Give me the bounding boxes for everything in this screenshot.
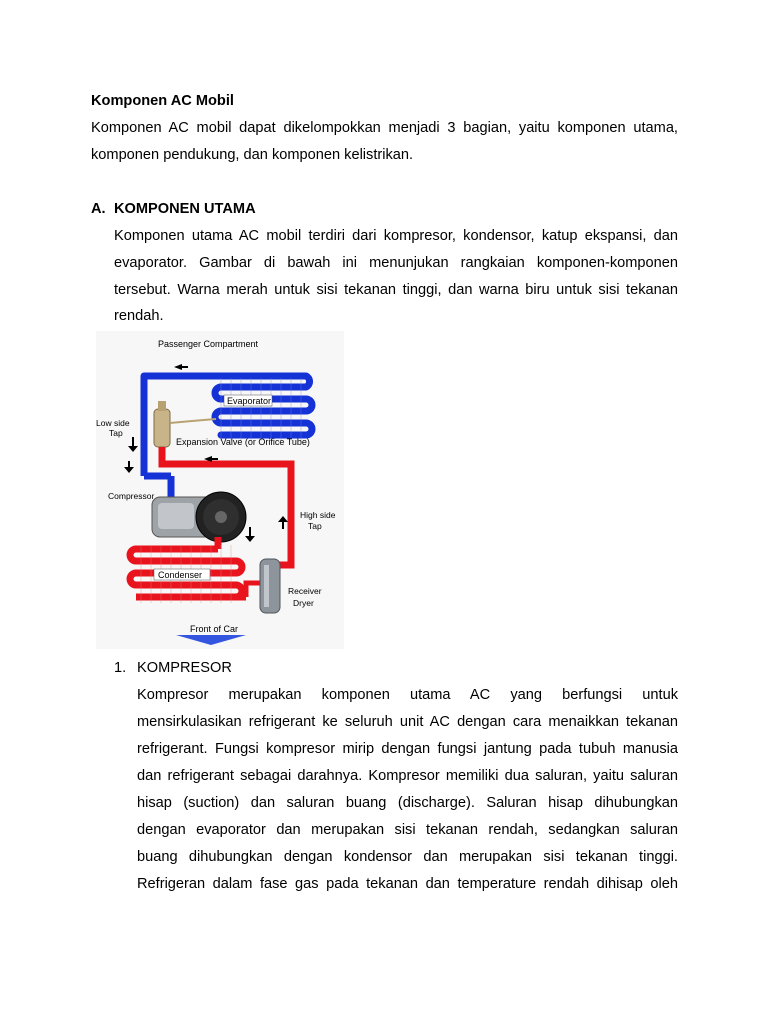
item-1-line-4: dan refrigerant sebagai darahnya. Kompresor memiliki dua saluran, yaitu saluran — [137, 768, 678, 784]
item-1-heading: KOMPRESOR — [137, 660, 232, 676]
item-1-number: 1. — [114, 660, 127, 676]
section-a-line-2: evaporator. Gambar di bawah ini menunjukan rangkaian komponen-komponen — [114, 255, 678, 271]
intro-line-1: Komponen AC mobil dapat dikelompokkan menjadi 3 bagian, yaitu komponen utama, — [91, 120, 678, 136]
passenger-compartment-label: Passenger Compartment — [158, 339, 259, 349]
receiver-dryer-label-1: Receiver — [288, 586, 322, 596]
section-a-marker: A. — [91, 201, 106, 217]
ac-system-diagram — [96, 331, 344, 649]
front-of-car-label: Front of Car — [190, 624, 239, 634]
compressor — [152, 492, 246, 542]
section-a-line-1: Komponen utama AC mobil terdiri dari kompresor, kondensor, katup ekspansi, dan — [114, 228, 678, 244]
intro-line-2: komponen pendukung, dan komponen kelistrikan. — [91, 147, 414, 163]
low-side-tap-label-2: Tap — [109, 428, 123, 438]
low-side-tap-label-1: Low side — [96, 418, 130, 428]
evaporator-label: Evaporator — [227, 396, 272, 406]
item-1-line-1: Kompresor merupakan komponen utama AC yang berfungsi untuk — [137, 687, 678, 703]
receiver-dryer — [260, 559, 280, 613]
section-a-line-3: tersebut. Warna merah untuk sisi tekanan tinggi, dan warna biru untuk sisi tekanan — [114, 282, 678, 298]
item-1-line-3: refrigerant. Fungsi kompresor mirip dengan fungsi jantung pada tubuh manusia — [137, 741, 678, 757]
section-a-line-4: rendah. — [114, 308, 164, 324]
item-1-line-6: dengan evaporator dan merupakan sisi tekanan rendah, sedangkan saluran — [137, 822, 678, 838]
item-1-line-7: buang dihubungkan dengan kondensor dan merupakan sisi tekanan tinggi. — [137, 849, 678, 865]
compressor-label: Compressor — [108, 491, 155, 501]
item-1-line-2: mensirkulasikan refrigerant ke seluruh unit AC dengan cara menaikkan tekanan — [137, 714, 678, 730]
condenser-label: Condenser — [158, 570, 203, 580]
expansion-valve-label: Expansion Valve (or Orifice Tube) — [176, 437, 310, 447]
receiver-dryer-label-2: Dryer — [293, 598, 314, 608]
item-1-line-5: hisap (suction) dan saluran buang (discharge). Saluran hisap dihubungkan — [137, 795, 678, 811]
item-1-line-8: Refrigeran dalam fase gas pada tekanan dan temperature rendah dihisap oleh — [137, 876, 678, 892]
high-side-tap-label-1: High side — [300, 510, 336, 520]
high-side-tap-label-2: Tap — [308, 521, 322, 531]
doc-title: Komponen AC Mobil — [91, 93, 234, 109]
section-a-heading: KOMPONEN UTAMA — [114, 201, 256, 217]
